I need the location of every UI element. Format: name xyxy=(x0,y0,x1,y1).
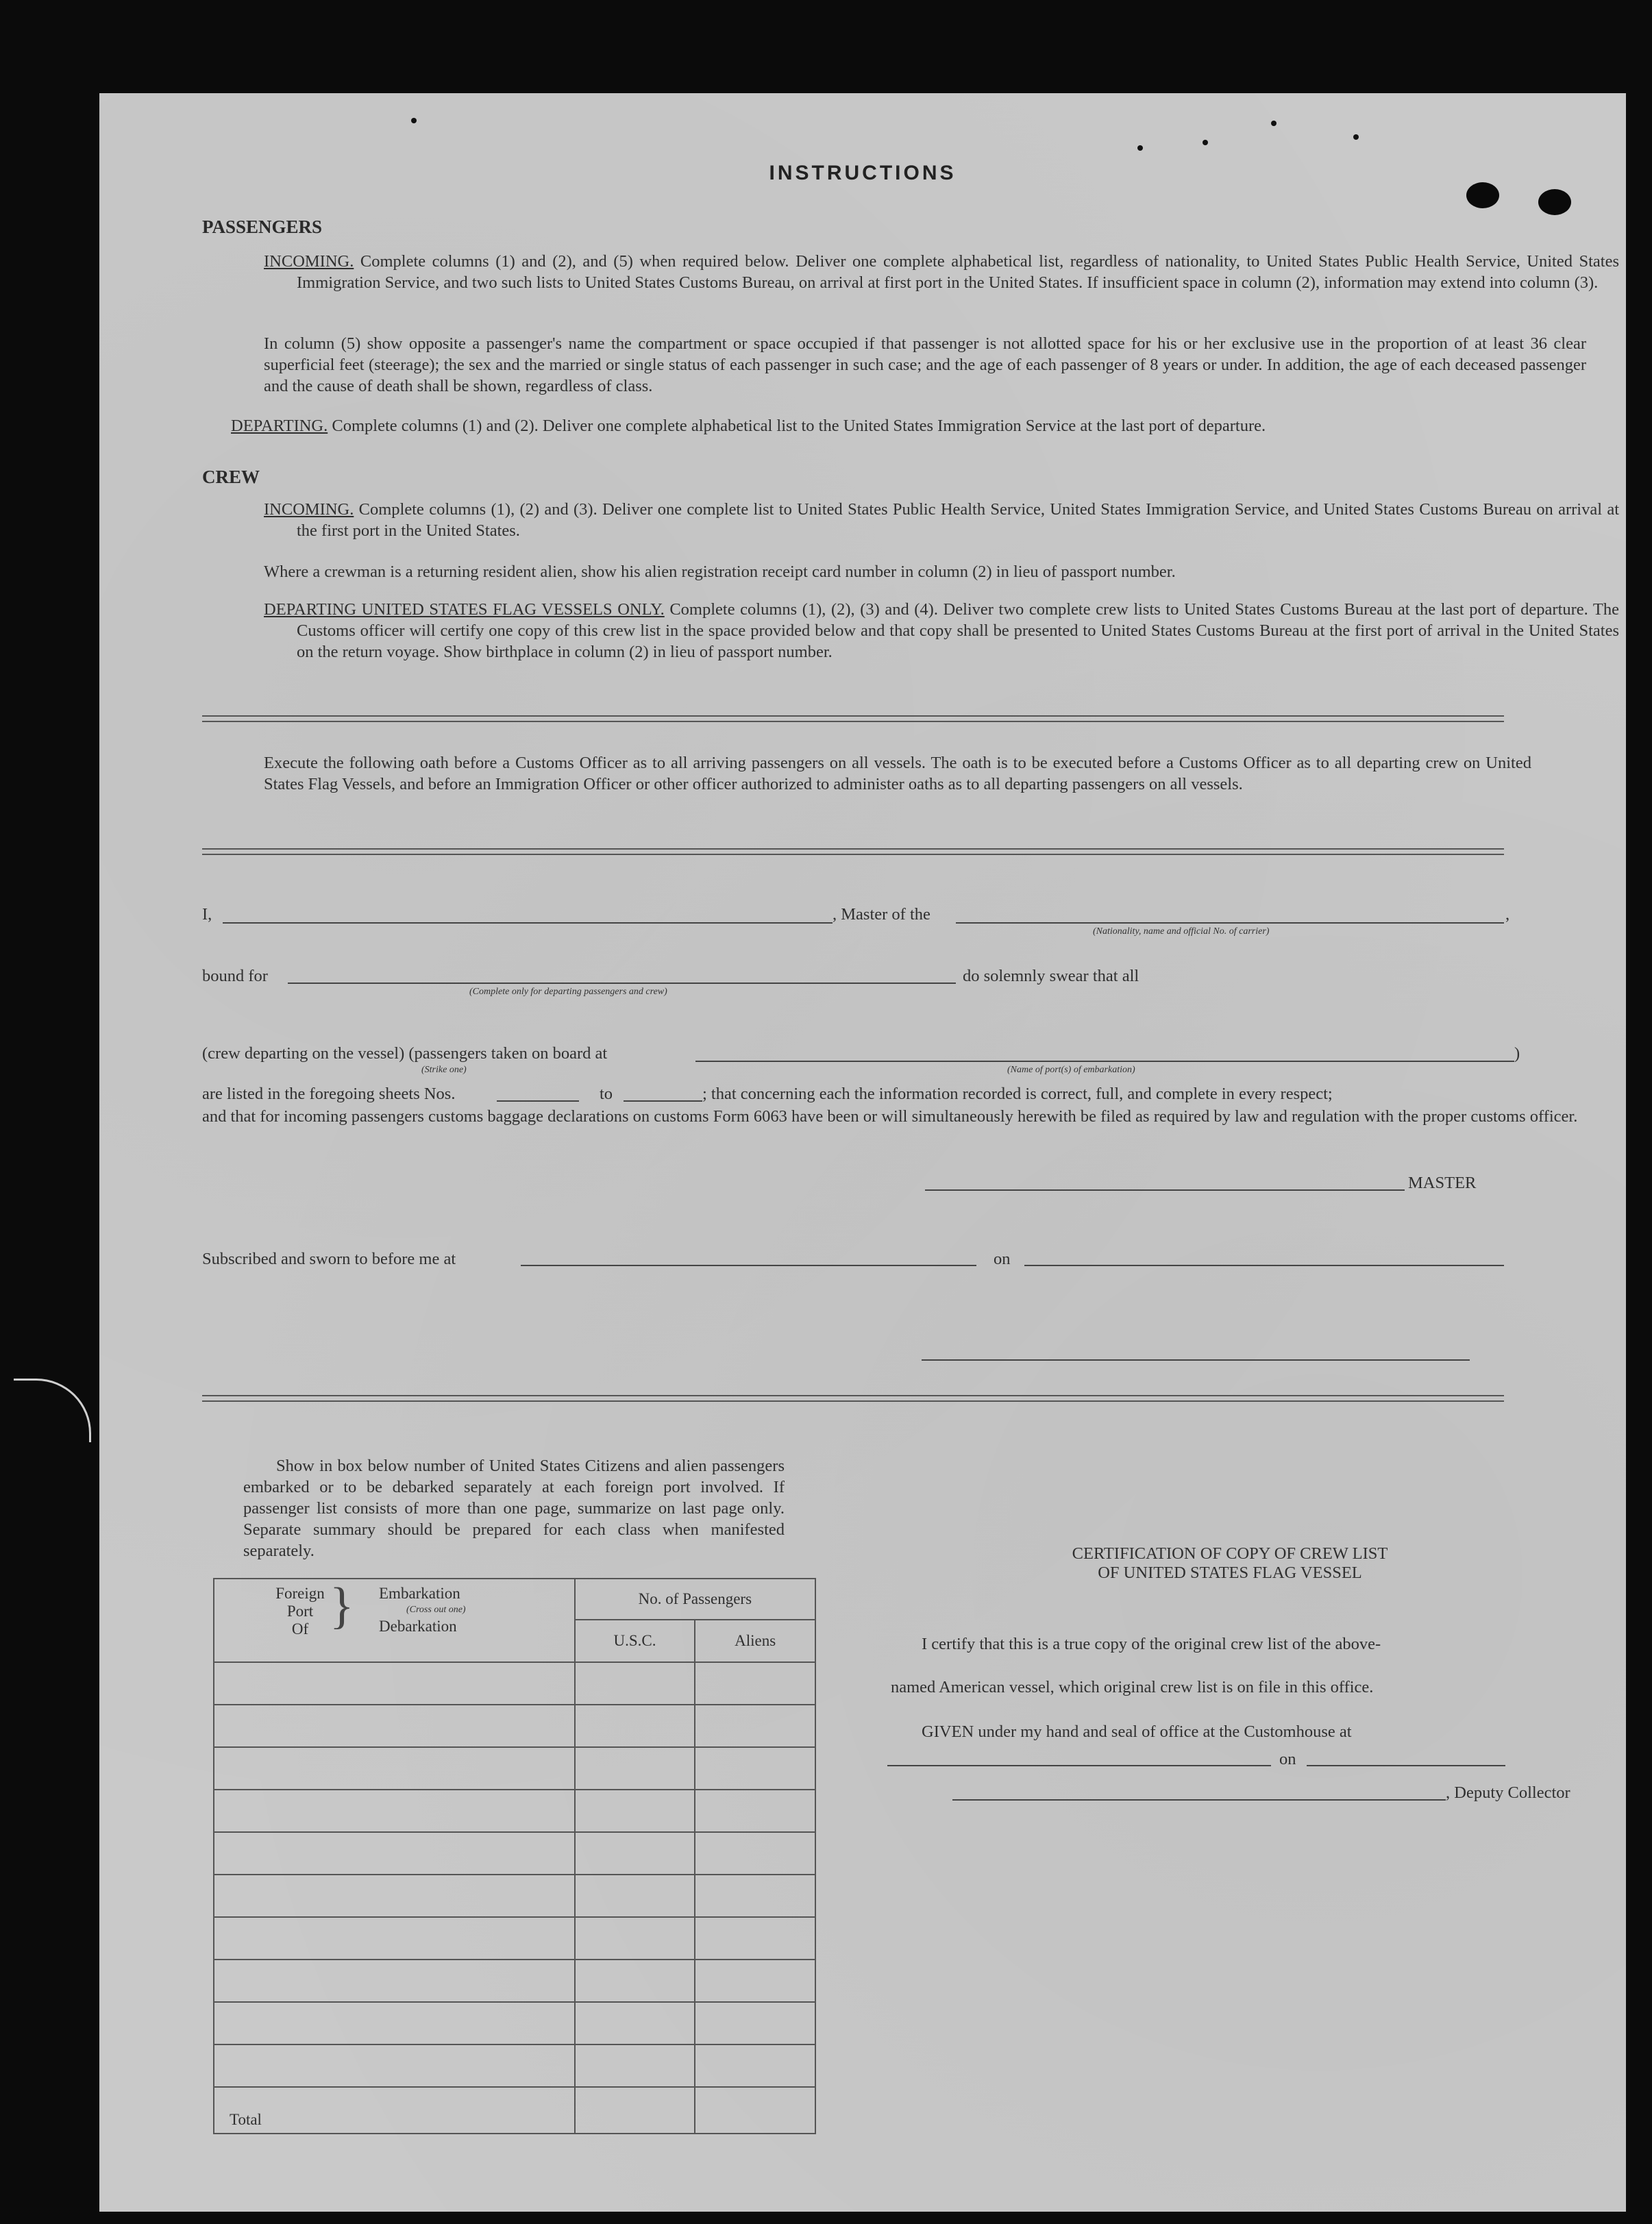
crew-incoming-text: Complete columns (1), (2) and (3). Deliver one complete list to United States Public Health Service, United States Immigration Service, and United States Customs Bureau on arrival at the first port in the United States. xyxy=(297,500,1619,540)
passengers-heading: PASSENGERS xyxy=(202,217,323,237)
swear-label: do solemnly swear that all xyxy=(963,967,1139,985)
master-label: MASTER xyxy=(1408,1174,1477,1192)
listed-correct-label: ; that concerning each the information recorded is correct, full, and complete in every respect; xyxy=(702,1085,1333,1103)
subscribed-date-field[interactable] xyxy=(1024,1265,1504,1266)
usc-cell[interactable] xyxy=(575,1705,695,1747)
table-row xyxy=(214,1790,815,1832)
usc-cell[interactable] xyxy=(575,1960,695,2002)
aliens-cell[interactable] xyxy=(695,1662,815,1705)
aliens-cell[interactable] xyxy=(695,2044,815,2087)
port-cell[interactable] xyxy=(214,1832,575,1875)
master-of-label: , Master of the xyxy=(833,905,930,924)
aliens-total-cell[interactable] xyxy=(695,2087,815,2134)
port-cell[interactable] xyxy=(214,1705,575,1747)
crew-incoming-paragraph xyxy=(264,499,1619,541)
sheet-to-field[interactable] xyxy=(624,1100,702,1102)
passengers-summary-table xyxy=(213,1578,816,2134)
port-cell[interactable] xyxy=(214,2044,575,2087)
table-row xyxy=(214,1875,815,1917)
given-label: GIVEN under my hand and seal of office at the Customhouse at xyxy=(922,1722,1352,1741)
port-cell[interactable] xyxy=(214,1662,575,1705)
aliens-cell[interactable] xyxy=(695,1875,815,1917)
usc-cell[interactable] xyxy=(575,1917,695,1960)
no-passengers-header: No. of Passengers xyxy=(575,1579,815,1620)
table-row xyxy=(214,1917,815,1960)
table-row xyxy=(214,1832,815,1875)
passengers-incoming-text: Complete columns (1) and (2), and (5) when required below. Deliver one complete alphabetical list, regardless of nationality, to United States Public Health Service, United States Immigration Service, and two such lists to United States Customs Bureau, on arrival at first port in the United States. If insufficient space in column (2), information may extend into column (3). xyxy=(297,252,1619,292)
sheet-from-field[interactable] xyxy=(497,1100,579,1102)
table-row xyxy=(214,2044,815,2087)
divider-rule xyxy=(202,721,1504,722)
nationality-caption: (Nationality, name and official No. of carrier) xyxy=(1093,926,1270,937)
ink-blot xyxy=(1466,182,1499,208)
aliens-cell[interactable] xyxy=(695,1917,815,1960)
ports-caption: (Name of port(s) of embarkation) xyxy=(1007,1065,1135,1075)
subscribed-label: Subscribed and sworn to before me at xyxy=(202,1250,456,1268)
usc-total-cell[interactable] xyxy=(575,2087,695,2134)
certification-title-line2: OF UNITED STATES FLAG VESSEL xyxy=(1098,1564,1362,1582)
certification-on-label: on xyxy=(1279,1750,1296,1768)
listed-sheets-label: are listed in the foregoing sheets Nos. xyxy=(202,1085,456,1103)
embarkation-ports-field[interactable] xyxy=(695,1061,1514,1062)
table-row xyxy=(214,1705,815,1747)
passengers-departing-text: Complete columns (1) and (2). Deliver one complete alphabetical list to the United States Immigration Service at the last port of departure. xyxy=(332,417,1266,435)
ink-speck xyxy=(1137,145,1143,151)
usc-cell[interactable] xyxy=(575,1832,695,1875)
baggage-declaration-text: and that for incoming passengers customs baggage declarations on customs Form 6063 have been or will simultaneously herewith be filed as required by law and regulation with the proper customs officer. xyxy=(202,1107,1578,1126)
officer-signature-field[interactable] xyxy=(922,1359,1470,1361)
passengers-departing-label: DEPARTING. xyxy=(231,417,328,435)
crew-flag-label: DEPARTING UNITED STATES FLAG VESSELS ONLY. xyxy=(264,600,665,619)
ink-speck xyxy=(1353,134,1359,140)
foreign-label: Foreign xyxy=(275,1585,325,1602)
deputy-collector-label: , Deputy Collector xyxy=(1446,1783,1570,1802)
aliens-cell[interactable] xyxy=(695,2002,815,2044)
master-signature-field[interactable] xyxy=(925,1189,1405,1191)
aliens-cell[interactable] xyxy=(695,1960,815,2002)
passengers-incoming-paragraph xyxy=(264,251,1619,293)
ink-blot xyxy=(1538,189,1571,215)
close-paren-label: ) xyxy=(1514,1044,1520,1063)
ink-speck xyxy=(1271,121,1277,126)
divider-rule xyxy=(202,1400,1504,1402)
table-row xyxy=(214,1662,815,1705)
certify-line1: I certify that this is a true copy of the original crew list of the above- xyxy=(922,1635,1381,1653)
of-label: Of xyxy=(291,1620,309,1638)
subscribed-place-field[interactable] xyxy=(521,1265,976,1266)
certification-date-field[interactable] xyxy=(1307,1765,1505,1766)
embarkation-label: Embarkation xyxy=(379,1585,460,1602)
port-cell[interactable] xyxy=(214,1960,575,2002)
port-cell[interactable] xyxy=(214,1917,575,1960)
aliens-cell[interactable] xyxy=(695,1747,815,1790)
aliens-cell[interactable] xyxy=(695,1790,815,1832)
scan-artifact-curve xyxy=(14,1379,91,1442)
certification-title xyxy=(887,1544,1573,1583)
oath-intro-paragraph: Execute the following oath before a Customs Officer as to all arriving passengers on all vessels. The oath is to be executed before a Customs Officer as to all departing crew on United States Flag Vessels, and before an Immigration Officer or other officer authorized to administer oaths as to all departing passengers on all vessels. xyxy=(264,754,1531,793)
crew-flag-paragraph xyxy=(264,599,1619,663)
listed-to-label: to xyxy=(600,1085,613,1103)
divider-rule xyxy=(202,854,1504,855)
strike-one-caption: (Strike one) xyxy=(421,1065,467,1075)
passengers-departing-paragraph xyxy=(231,415,1586,436)
total-label: Total xyxy=(214,2087,575,2134)
table-row xyxy=(214,1747,815,1790)
table-row xyxy=(214,2002,815,2044)
port-label: Port xyxy=(286,1603,314,1620)
usc-cell[interactable] xyxy=(575,1790,695,1832)
usc-cell[interactable] xyxy=(575,1662,695,1705)
master-name-field[interactable] xyxy=(223,922,833,924)
usc-cell[interactable] xyxy=(575,2044,695,2087)
total-row xyxy=(214,2087,815,2134)
usc-cell[interactable] xyxy=(575,1875,695,1917)
page-title: INSTRUCTIONS xyxy=(769,162,957,184)
carrier-field[interactable] xyxy=(956,922,1504,924)
usc-cell[interactable] xyxy=(575,2002,695,2044)
subscribed-on-label: on xyxy=(994,1250,1011,1268)
port-cell[interactable] xyxy=(214,1790,575,1832)
bound-for-label: bound for xyxy=(202,967,268,985)
divider-rule xyxy=(202,848,1504,850)
certification-title-line1: CERTIFICATION OF COPY OF CREW LIST xyxy=(1072,1544,1388,1563)
crew-incoming-label: INCOMING. xyxy=(264,500,354,519)
brace-glyph: } xyxy=(330,1578,354,1634)
customhouse-place-field[interactable] xyxy=(887,1765,1271,1766)
cross-out-caption: (Cross out one) xyxy=(406,1605,466,1615)
bound-for-field[interactable] xyxy=(288,983,956,984)
crew-flag-text: Complete columns (1), (2), (3) and (4). Deliver two complete crew lists to United States Customs Bureau at the last port of departure. The Customs officer will certify one copy of this crew list in the space provided below and that copy shall be presented to United States Customs Bureau at the first port of arrival in the United States on the return voyage. Show birthplace in column (2) in lieu of passport number. xyxy=(297,600,1619,661)
crew-passengers-label: (crew departing on the vessel) (passengers taken on board at xyxy=(202,1044,608,1063)
port-cell[interactable] xyxy=(214,1747,575,1790)
usc-header: U.S.C. xyxy=(575,1620,695,1662)
complete-only-caption: (Complete only for departing passengers and crew) xyxy=(469,987,667,997)
crew-heading: CREW xyxy=(202,467,260,487)
port-cell[interactable] xyxy=(214,2002,575,2044)
crew-resident-paragraph: Where a crewman is a returning resident alien, show his alien registration receipt card number in column (2) in lieu of passport number. xyxy=(264,563,1176,581)
deputy-collector-signature-field[interactable] xyxy=(952,1799,1446,1801)
ink-speck xyxy=(1203,140,1208,145)
form-page xyxy=(99,93,1626,2212)
aliens-cell[interactable] xyxy=(695,1705,815,1747)
table-row xyxy=(214,1960,815,2002)
certify-line2: named American vessel, which original crew list is on file in this office. xyxy=(891,1678,1374,1696)
box-instructions-paragraph: Show in box below number of United States Citizens and alien passengers embarked or to be debarked separately at each foreign port involved. If passenger list consists of more than one page, summarize on last page only. Separate summary should be prepared for each class when manifested separately. xyxy=(243,1457,785,1560)
passengers-incoming-label: INCOMING. xyxy=(264,252,354,271)
port-header-cell xyxy=(214,1579,575,1662)
comma-label: , xyxy=(1505,905,1510,924)
ink-speck xyxy=(411,118,417,123)
passengers-column5-paragraph: In column (5) show opposite a passenger's name the compartment or space occupied if that passenger is not allotted space for his or her exclusive use in the proportion of at least 36 clear superficial feet (steerage); the sex and the married or single status of each passenger in such case; and the age of each passenger of 8 years or under. In addition, the age of each deceased passenger and the cause of death shall be shown, regardless of class. xyxy=(264,334,1586,395)
divider-rule xyxy=(202,715,1504,717)
port-cell[interactable] xyxy=(214,1875,575,1917)
aliens-cell[interactable] xyxy=(695,1832,815,1875)
usc-cell[interactable] xyxy=(575,1747,695,1790)
divider-rule xyxy=(202,1395,1504,1396)
debarkation-label: Debarkation xyxy=(379,1618,457,1635)
aliens-header: Aliens xyxy=(695,1620,815,1662)
oath-i-label: I, xyxy=(202,905,212,924)
